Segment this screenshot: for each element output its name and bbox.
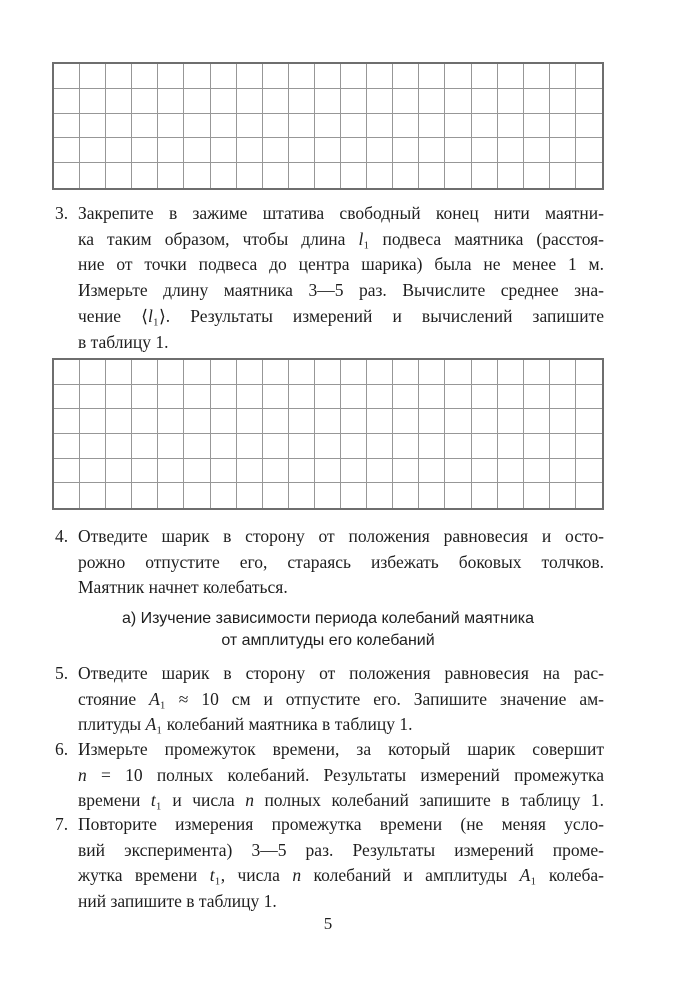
- grid-cell: [158, 138, 184, 163]
- grid-cell: [237, 459, 263, 484]
- grid-cell: [472, 385, 498, 410]
- grid-cell: [132, 360, 158, 385]
- grid-cell: [211, 64, 237, 89]
- grid-cell: [289, 114, 315, 139]
- grid-cell: [498, 409, 524, 434]
- grid-cell: [498, 360, 524, 385]
- grid-cell: [445, 89, 471, 114]
- grid-cell: [132, 138, 158, 163]
- grid-cell: [54, 114, 80, 139]
- grid-cell: [576, 89, 602, 114]
- grid-cell: [550, 483, 576, 508]
- grid-cell: [132, 163, 158, 188]
- grid-cell: [80, 163, 106, 188]
- step-item-3: [52, 201, 604, 355]
- grid-cell: [237, 89, 263, 114]
- grid-cell: [80, 360, 106, 385]
- step-number: 4.: [55, 526, 69, 546]
- grid-cell: [106, 114, 132, 139]
- grid-cell: [498, 64, 524, 89]
- grid-cell: [132, 89, 158, 114]
- grid-cell: [54, 64, 80, 89]
- grid-cell: [367, 163, 393, 188]
- grid-cell: [445, 114, 471, 139]
- grid-cell: [524, 64, 550, 89]
- grid-cell: [263, 483, 289, 508]
- grid-cell: [211, 385, 237, 410]
- step-text: [78, 524, 604, 601]
- grid-cell: [498, 114, 524, 139]
- grid-cell: [315, 138, 341, 163]
- text-line: Маятник начнет колебаться.: [78, 577, 288, 598]
- grid-cell: [472, 89, 498, 114]
- grid-cell: [393, 459, 419, 484]
- grid-cell: [550, 163, 576, 188]
- grid-cell: [393, 89, 419, 114]
- grid-cell: [524, 434, 550, 459]
- grid-cell: [263, 114, 289, 139]
- grid-cell: [419, 483, 445, 508]
- grid-cell: [498, 89, 524, 114]
- grid-cell: [106, 459, 132, 484]
- blank-grid-middle: [52, 358, 604, 510]
- grid-cell: [263, 360, 289, 385]
- grid-cell: [158, 483, 184, 508]
- grid-cell: [315, 483, 341, 508]
- grid-cell: [419, 385, 445, 410]
- grid-cell: [54, 360, 80, 385]
- grid-cell: [132, 114, 158, 139]
- text-line: Отведите шарик в сторону от положения равновесия на рас-: [78, 663, 604, 683]
- grid-cell: [80, 385, 106, 410]
- grid-cell: [184, 434, 210, 459]
- grid-cell: [472, 459, 498, 484]
- grid-cell: [419, 138, 445, 163]
- grid-cell: [237, 385, 263, 410]
- grid-cell: [341, 163, 367, 188]
- grid-cell: [550, 64, 576, 89]
- grid-cell: [54, 409, 80, 434]
- grid-cell: [498, 163, 524, 188]
- grid-cell: [498, 385, 524, 410]
- grid-cell: [132, 64, 158, 89]
- grid-cell: [393, 360, 419, 385]
- grid-cell: [341, 434, 367, 459]
- grid-cell: [419, 163, 445, 188]
- grid-cell: [158, 89, 184, 114]
- grid-cell: [367, 459, 393, 484]
- grid-cell: [106, 163, 132, 188]
- grid-cell: [106, 483, 132, 508]
- grid-cell: [237, 483, 263, 508]
- step-number: 5.: [55, 663, 69, 683]
- grid-cell: [524, 89, 550, 114]
- grid-cell: [106, 138, 132, 163]
- grid-cell: [341, 138, 367, 163]
- grid-cell: [472, 138, 498, 163]
- grid-cell: [367, 360, 393, 385]
- text-line: Отведите шарик в сторону от положения равновесия и осто-: [78, 526, 604, 546]
- grid-cell: [341, 385, 367, 410]
- grid-cell: [237, 163, 263, 188]
- grid-cell: [576, 64, 602, 89]
- grid-cell: [498, 459, 524, 484]
- step-item-7: [52, 812, 604, 915]
- grid-cell: [184, 138, 210, 163]
- grid-cell: [393, 163, 419, 188]
- section-heading: [52, 608, 604, 652]
- grid-cell: [54, 89, 80, 114]
- step-number: 7.: [55, 814, 69, 834]
- grid-cell: [524, 114, 550, 139]
- grid-cell: [315, 385, 341, 410]
- grid-cell: [315, 409, 341, 434]
- grid-cell: [550, 434, 576, 459]
- text-line: Измерьте длину маятника 3—5 раз. Вычислите среднее зна-: [78, 280, 604, 301]
- grid-cell: [289, 385, 315, 410]
- grid-cell: [550, 409, 576, 434]
- grid-cell: [498, 434, 524, 459]
- grid-cell: [184, 89, 210, 114]
- grid-cell: [419, 89, 445, 114]
- grid-cell: [524, 409, 550, 434]
- grid-cell: [419, 459, 445, 484]
- grid-cell: [211, 89, 237, 114]
- grid-cell: [550, 114, 576, 139]
- grid-cell: [524, 360, 550, 385]
- grid-cell: [393, 114, 419, 139]
- grid-cell: [158, 459, 184, 484]
- grid-cell: [341, 409, 367, 434]
- grid-cell: [263, 409, 289, 434]
- grid-cell: [393, 385, 419, 410]
- grid-cell: [498, 138, 524, 163]
- grid-cell: [576, 138, 602, 163]
- grid-cell: [289, 89, 315, 114]
- grid-cell: [211, 409, 237, 434]
- grid-cell: [445, 138, 471, 163]
- text-line: стояние A₁ ≈ 10 см и отпустите его. Запишите значение ам-: [78, 688, 604, 709]
- text-line: чение ⟨l₁⟩. Результаты измерений и вычислений запишите: [78, 305, 604, 326]
- grid-cell: [367, 114, 393, 139]
- grid-cell: [237, 434, 263, 459]
- grid-cell: [237, 360, 263, 385]
- text-line: времени t₁ и числа n полных колебаний запишите в таблицу 1.: [78, 790, 605, 811]
- grid-cell: [472, 409, 498, 434]
- grid-cell: [341, 360, 367, 385]
- grid-cell: [132, 385, 158, 410]
- grid-cell: [367, 138, 393, 163]
- grid-cell: [289, 459, 315, 484]
- grid-cell: [80, 459, 106, 484]
- grid-cell: [472, 114, 498, 139]
- grid-cell: [445, 483, 471, 508]
- grid-cell: [80, 483, 106, 508]
- grid-cell: [106, 434, 132, 459]
- grid-cell: [367, 409, 393, 434]
- grid-cell: [54, 483, 80, 508]
- text-line: ние от точки подвеса до центра шарика) была не менее 1 м.: [78, 254, 604, 275]
- text-line: ка таким образом, чтобы длина l₁ подвеса маятника (расстоя-: [78, 228, 605, 249]
- grid-cell: [445, 64, 471, 89]
- grid-cell: [576, 360, 602, 385]
- text-line: рожно отпустите его, стараясь избежать боковых толчков.: [78, 551, 604, 572]
- grid-cell: [263, 89, 289, 114]
- grid-cell: [211, 163, 237, 188]
- grid-cell: [341, 89, 367, 114]
- grid-cell: [576, 459, 602, 484]
- grid-cell: [263, 434, 289, 459]
- grid-cell: [576, 114, 602, 139]
- grid-cell: [367, 385, 393, 410]
- grid-cell: [576, 483, 602, 508]
- grid-cell: [132, 409, 158, 434]
- grid-cell: [263, 459, 289, 484]
- grid-cell: [263, 385, 289, 410]
- step-text: [78, 201, 604, 355]
- text-line: Закрепите в зажиме штатива свободный конец нити маятни-: [78, 203, 604, 223]
- grid-cell: [367, 89, 393, 114]
- grid-cell: [315, 434, 341, 459]
- text-line: вий эксперимента) 3—5 раз. Результаты измерений проме-: [78, 839, 604, 860]
- grid-cell: [550, 459, 576, 484]
- grid-cell: [445, 360, 471, 385]
- grid-cell: [550, 360, 576, 385]
- grid-cell: [445, 459, 471, 484]
- grid-cell: [158, 114, 184, 139]
- grid-cell: [524, 459, 550, 484]
- grid-cell: [158, 409, 184, 434]
- grid-cell: [289, 138, 315, 163]
- grid-cell: [367, 483, 393, 508]
- grid-cell: [341, 114, 367, 139]
- step-item-6: [52, 737, 604, 814]
- grid-cell: [393, 64, 419, 89]
- grid-cell: [263, 163, 289, 188]
- grid-cell: [184, 114, 210, 139]
- grid-cell: [341, 459, 367, 484]
- grid-cell: [315, 114, 341, 139]
- grid-cell: [419, 360, 445, 385]
- grid-cell: [80, 409, 106, 434]
- grid-cell: [106, 360, 132, 385]
- grid-cell: [263, 138, 289, 163]
- grid-cell: [80, 64, 106, 89]
- grid-cell: [80, 89, 106, 114]
- grid-cell: [211, 434, 237, 459]
- grid-cell: [289, 360, 315, 385]
- grid-cell: [524, 385, 550, 410]
- text-line: n = 10 полных колебаний. Результаты измерений промежутка: [78, 764, 604, 785]
- grid-cell: [54, 385, 80, 410]
- grid-cell: [184, 360, 210, 385]
- step-text: [78, 812, 604, 915]
- grid-cell: [158, 434, 184, 459]
- grid-cell: [550, 89, 576, 114]
- grid-cell: [393, 483, 419, 508]
- grid-cell: [289, 483, 315, 508]
- step-text: [78, 737, 604, 814]
- grid-cell: [54, 459, 80, 484]
- blank-grid-top: [52, 62, 604, 190]
- grid-cell: [237, 409, 263, 434]
- grid-cell: [341, 64, 367, 89]
- grid-cell: [550, 138, 576, 163]
- grid-cell: [80, 434, 106, 459]
- grid-cell: [184, 385, 210, 410]
- grid-cell: [315, 163, 341, 188]
- grid-cell: [576, 163, 602, 188]
- grid-cell: [419, 114, 445, 139]
- text-line: а) Изучение зависимости периода колебаний маятника: [121, 610, 535, 627]
- grid-cell: [576, 434, 602, 459]
- grid-cell: [315, 459, 341, 484]
- grid-cell: [472, 163, 498, 188]
- grid-cell: [315, 64, 341, 89]
- grid-cell: [211, 138, 237, 163]
- grid-cell: [315, 360, 341, 385]
- grid-cell: [289, 409, 315, 434]
- step-number: 3.: [55, 203, 69, 223]
- grid-cell: [80, 114, 106, 139]
- text-line: Повторите измерения промежутка времени (не меняя усло-: [78, 814, 604, 834]
- grid-cell: [106, 385, 132, 410]
- grid-cell: [211, 360, 237, 385]
- grid-cell: [80, 138, 106, 163]
- grid-cell: [419, 64, 445, 89]
- grid-cell: [445, 385, 471, 410]
- grid-cell: [184, 409, 210, 434]
- grid-cell: [576, 409, 602, 434]
- grid-cell: [393, 138, 419, 163]
- grid-cell: [184, 483, 210, 508]
- grid-cell: [576, 385, 602, 410]
- step-number: 6.: [55, 739, 69, 759]
- grid-cell: [524, 483, 550, 508]
- grid-cell: [106, 64, 132, 89]
- grid-cell: [472, 434, 498, 459]
- grid-cell: [341, 483, 367, 508]
- grid-cell: [211, 483, 237, 508]
- grid-cell: [158, 64, 184, 89]
- grid-cell: [158, 360, 184, 385]
- step-item-4: [52, 524, 604, 601]
- grid-cell: [445, 434, 471, 459]
- grid-cell: [445, 163, 471, 188]
- text-line: ний запишите в таблицу 1.: [78, 891, 277, 912]
- grid-cell: [158, 163, 184, 188]
- grid-cell: [472, 360, 498, 385]
- text-line: жутка времени t₁, числа n колебаний и амплитуды A₁ колеба-: [78, 865, 605, 886]
- grid-cell: [367, 434, 393, 459]
- grid-cell: [184, 459, 210, 484]
- text-line: от амплитуды его колебаний: [221, 632, 435, 649]
- grid-cell: [237, 138, 263, 163]
- grid-cell: [419, 434, 445, 459]
- step-text: [78, 661, 604, 738]
- grid-cell: [106, 89, 132, 114]
- grid-cell: [289, 163, 315, 188]
- grid-cell: [54, 138, 80, 163]
- grid-cell: [184, 64, 210, 89]
- grid-cell: [132, 459, 158, 484]
- step-item-5: [52, 661, 604, 738]
- grid-cell: [132, 483, 158, 508]
- grid-cell: [472, 483, 498, 508]
- grid-cell: [498, 483, 524, 508]
- grid-cell: [54, 163, 80, 188]
- grid-cell: [472, 64, 498, 89]
- grid-cell: [132, 434, 158, 459]
- grid-cell: [367, 64, 393, 89]
- grid-cell: [289, 64, 315, 89]
- text-line: плитуды A₁ колебаний маятника в таблицу 1.: [78, 714, 413, 735]
- grid-cell: [524, 163, 550, 188]
- page-number: 5: [323, 914, 333, 933]
- text-line: Измерьте промежуток времени, за который шарик совершит: [78, 739, 604, 759]
- grid-cell: [289, 434, 315, 459]
- grid-cell: [158, 385, 184, 410]
- grid-cell: [524, 138, 550, 163]
- grid-cell: [315, 89, 341, 114]
- grid-cell: [211, 459, 237, 484]
- text-line: в таблицу 1.: [78, 331, 169, 352]
- grid-cell: [211, 114, 237, 139]
- grid-cell: [445, 409, 471, 434]
- grid-cell: [237, 64, 263, 89]
- grid-cell: [237, 114, 263, 139]
- grid-cell: [550, 385, 576, 410]
- grid-cell: [263, 64, 289, 89]
- grid-cell: [393, 409, 419, 434]
- grid-cell: [54, 434, 80, 459]
- grid-cell: [419, 409, 445, 434]
- grid-cell: [393, 434, 419, 459]
- grid-cell: [184, 163, 210, 188]
- grid-cell: [106, 409, 132, 434]
